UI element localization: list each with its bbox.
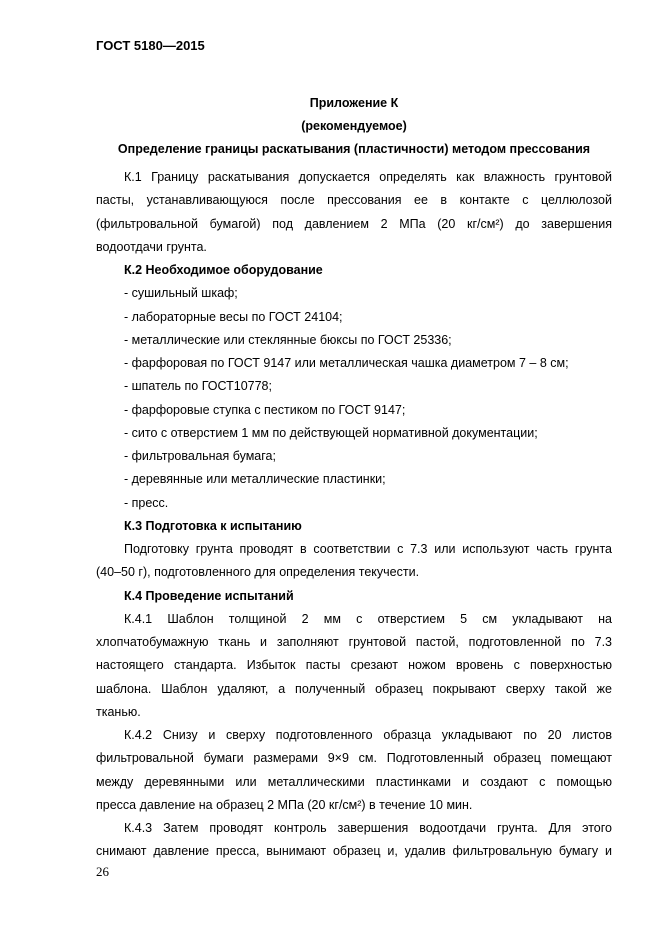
paragraph — [96, 166, 612, 259]
section-heading: К.3 Подготовка к испытанию — [124, 518, 302, 533]
list-item: - лабораторные весы по ГОСТ 24104; — [124, 309, 343, 324]
appendix-title — [96, 92, 612, 161]
paragraph-line: К.4.3 Затем проводят контроль завершения водоотдачи грунта. Для этого — [124, 821, 612, 835]
list-item: - фарфоровые ступка с пестиком по ГОСТ 9147; — [124, 402, 406, 417]
list-item: - сито с отверстием 1 мм по действующей нормативной документации; — [124, 425, 538, 440]
paragraph-line: между деревянными или металлическими пластинками и создают с помощью — [96, 774, 612, 789]
document-code-header: ГОСТ 5180—2015 — [96, 38, 205, 53]
paragraph — [96, 538, 612, 585]
paragraph-line: К.4.1 Шаблон толщиной 2 мм с отверстием 5 см укладывают на — [124, 611, 612, 626]
paragraph-line: Подготовку грунта проводят в соответствии с 7.3 или используют часть грунта — [124, 542, 612, 556]
list-item: - пресс. — [124, 495, 169, 510]
paragraph-line: (40–50 г), подготовленного для определения текучести. — [96, 565, 420, 580]
paragraph-line: К.4.2 Снизу и сверху подготовленного образца укладывают по 20 листов — [124, 728, 612, 742]
paragraph-line: пресса давление на образец 2 МПа (20 кг/см²) в течение 10 мин. — [96, 797, 473, 812]
paragraph — [96, 817, 612, 864]
paragraph-line: пасты, устанавливающуюся после прессования ее в контакте с целлюлозой — [96, 193, 612, 208]
list-item: - сушильный шкаф; — [124, 286, 238, 301]
appendix-status: (рекомендуемое) — [301, 119, 407, 133]
paragraph-line: снимают давление пресса, вынимают образец и, удалив фильтровальную бумагу и — [96, 844, 612, 859]
list-item: - фарфоровая по ГОСТ 9147 или металлическая чашка диаметром 7 – 8 см; — [124, 356, 569, 370]
appendix-subject: Определение границы раскатывания (пластичности) методом прессования — [117, 142, 591, 156]
page-number: 26 — [96, 864, 109, 879]
section-heading: К.4 Проведение испытаний — [124, 588, 294, 603]
paragraph-line: (фильтровальной бумагой) под давлением 2 МПа (20 кг/см²) до завершения — [96, 216, 612, 231]
paragraph-line: хлопчатобумажную ткань и заполняют грунтовой пастой, подготовленной по 7.3 — [96, 635, 612, 649]
paragraph — [96, 724, 612, 817]
paragraph-line: фильтровальной бумаги размерами 9×9 см. Подготовленный образец помещают — [96, 751, 612, 766]
paragraph-line: водоотдачи грунта. — [96, 239, 207, 254]
section-heading: К.2 Необходимое оборудование — [124, 263, 323, 277]
paragraph-line: тканью. — [96, 704, 141, 719]
paragraph — [96, 608, 612, 724]
list-item: - металлические или стеклянные бюксы по ГОСТ 25336; — [124, 332, 452, 347]
paragraph-line: шаблона. Шаблон удаляют, а полученный образец покрывают сверху такой же — [96, 681, 612, 696]
appendix-label: Приложение К — [309, 96, 399, 110]
list-item: - фильтровальная бумага; — [124, 449, 276, 463]
document-body — [96, 166, 612, 864]
paragraph-line: К.1 Границу раскатывания допускается определять как влажность грунтовой — [124, 170, 612, 184]
list-item: - шпатель по ГОСТ10778; — [124, 379, 272, 394]
list-item: - деревянные или металлические пластинки; — [124, 472, 386, 487]
paragraph-line: настоящего стандарта. Избыток пасты срезают ножом вровень с поверхностью — [96, 658, 612, 673]
